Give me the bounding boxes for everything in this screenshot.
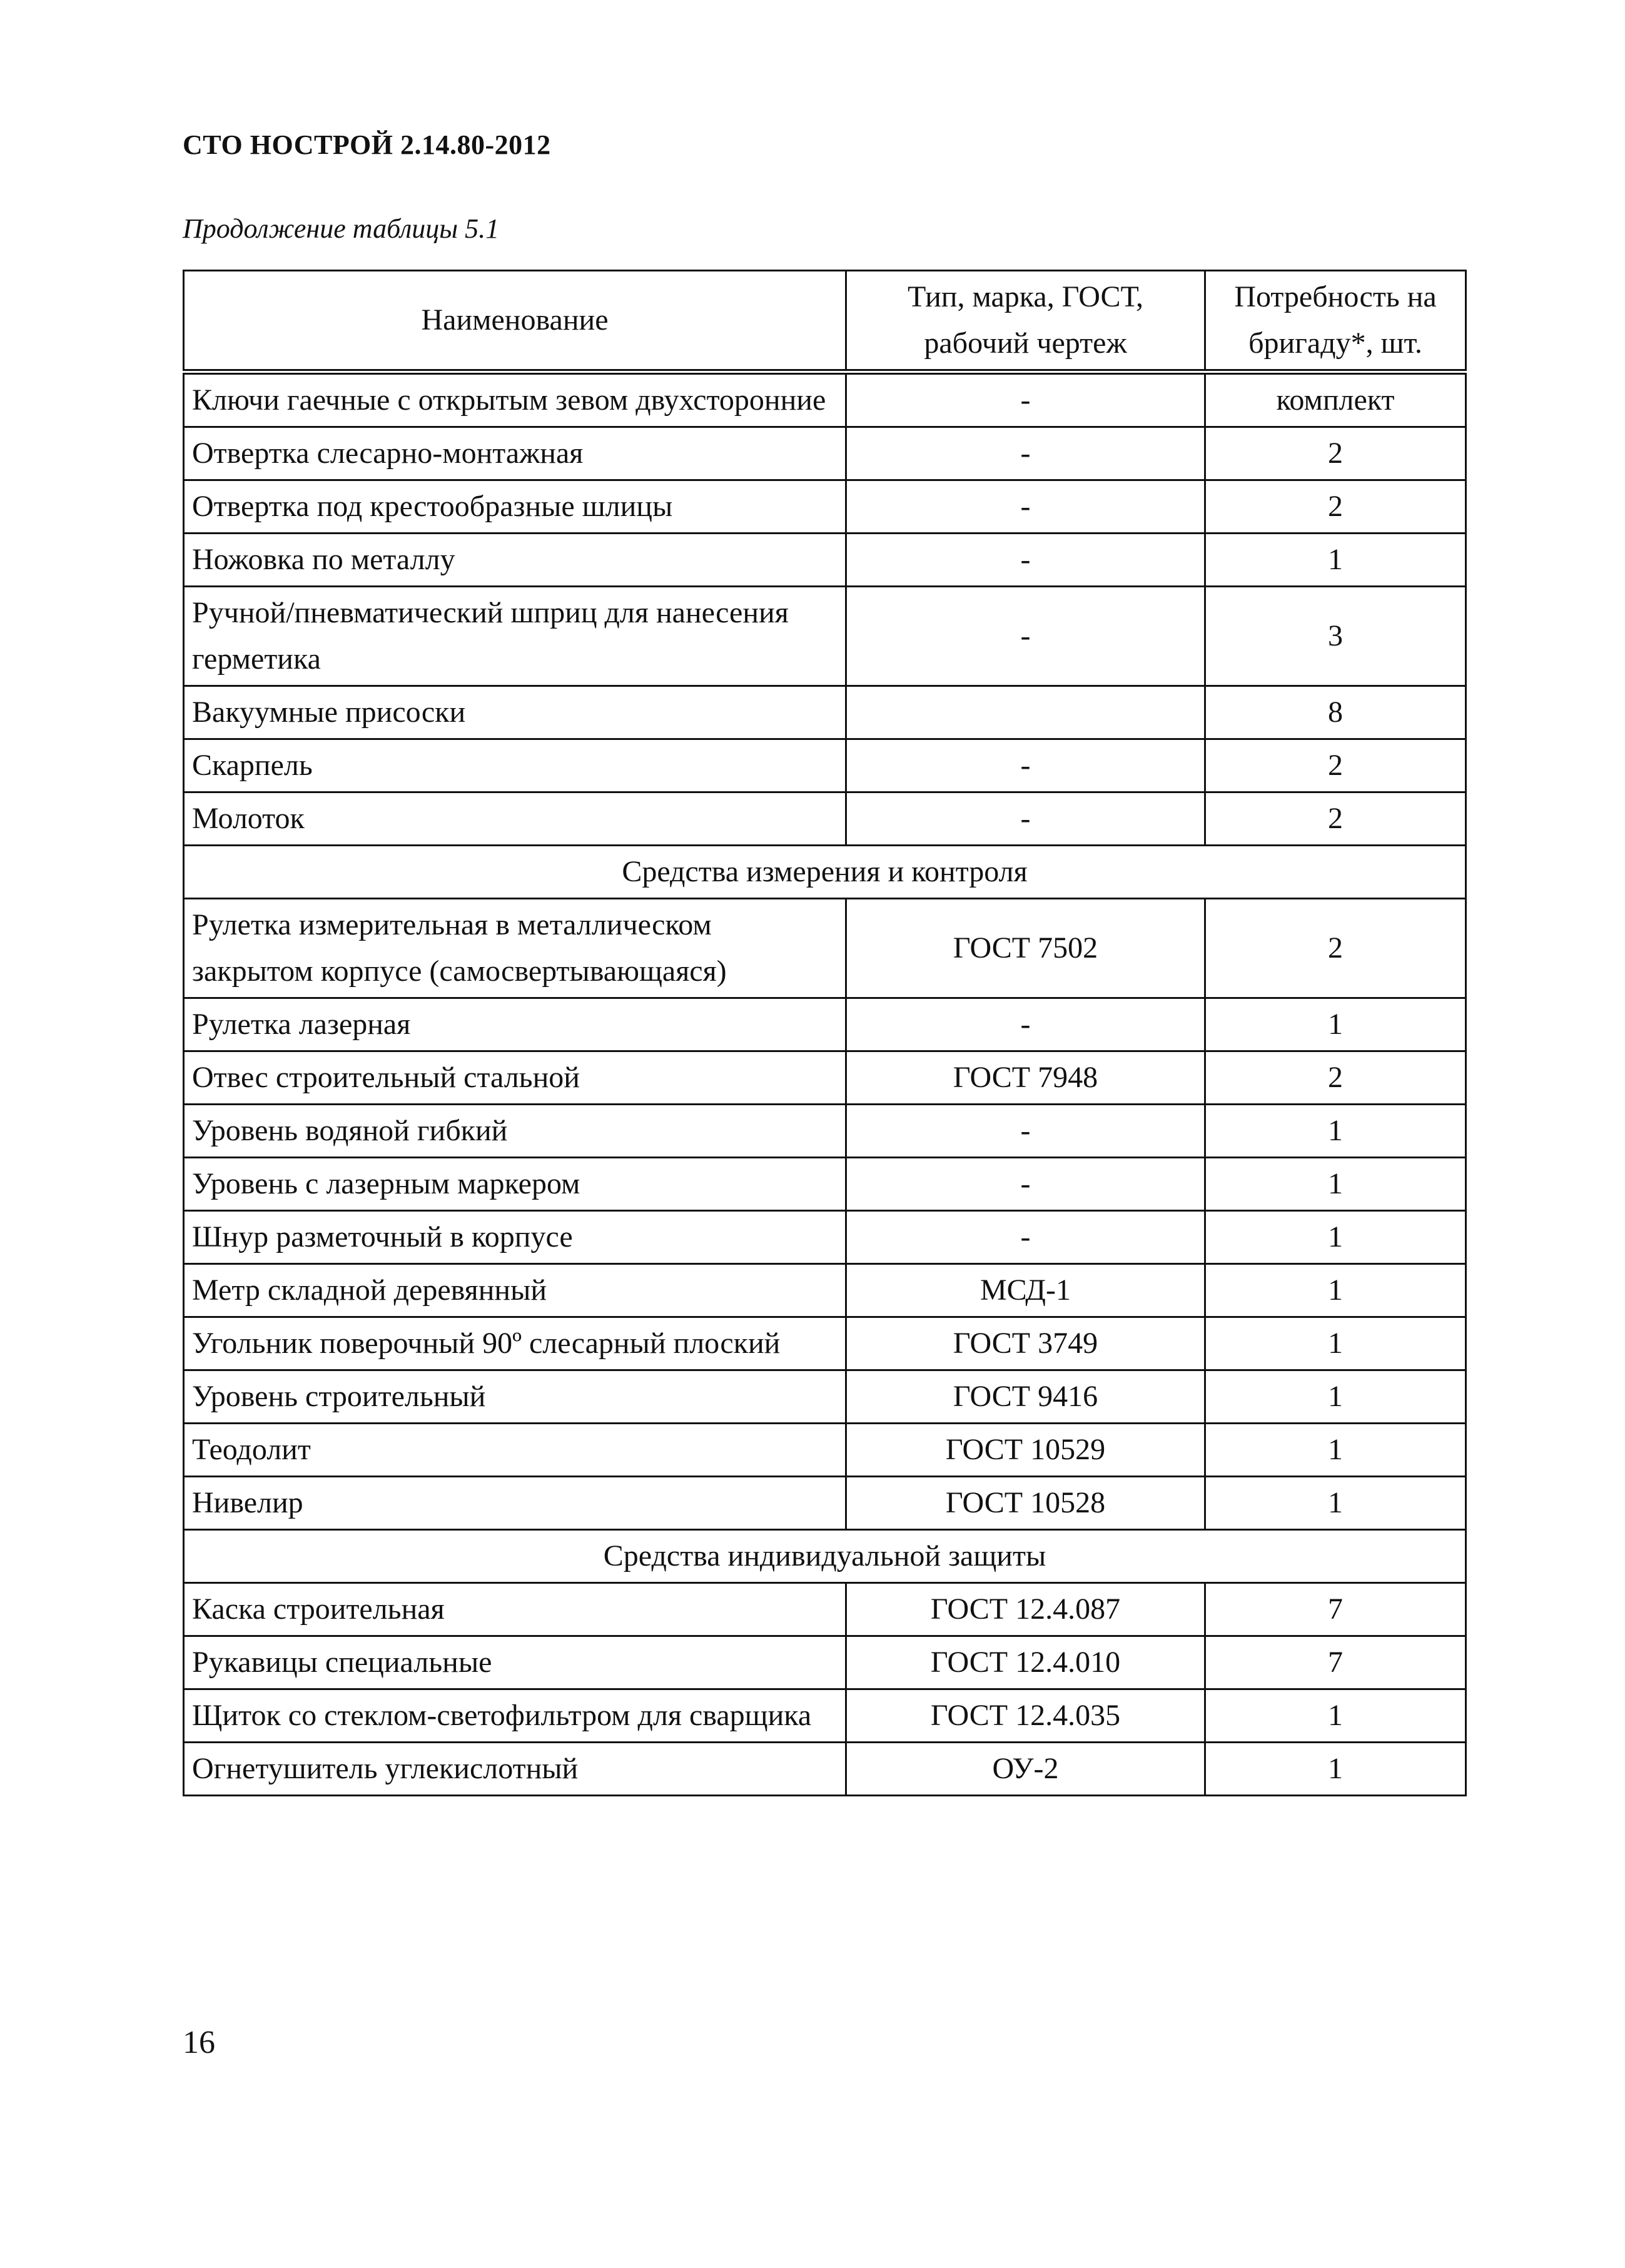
table-row (184, 998, 1466, 1051)
item-name-cell: Скарпель (184, 739, 846, 792)
item-name-cell: Рулетка измерительная в металлическом закрытом корпусе (самосвертывающаяся) (184, 899, 846, 998)
table-row (184, 1051, 1466, 1105)
table-row (184, 1424, 1466, 1477)
table-row (184, 1636, 1466, 1689)
item-quantity-cell: 3 (1205, 587, 1466, 686)
section-title: Средства измерения и контроля (184, 846, 1466, 899)
item-type-cell: ГОСТ 7948 (846, 1051, 1205, 1105)
table-row (184, 1689, 1466, 1743)
item-type-cell: - (846, 998, 1205, 1051)
item-type-cell: ГОСТ 7502 (846, 899, 1205, 998)
item-name-cell: Нивелир (184, 1477, 846, 1530)
table-row (184, 686, 1466, 739)
document-code-header: СТО НОСТРОЙ 2.14.80-2012 (183, 129, 551, 160)
table-caption: Продолжение таблицы 5.1 (183, 213, 500, 244)
item-quantity-cell: 2 (1205, 792, 1466, 846)
item-quantity-cell: 1 (1205, 998, 1466, 1051)
item-type-cell: ОУ-2 (846, 1743, 1205, 1796)
table-body (184, 372, 1466, 1796)
item-quantity-cell: 1 (1205, 1158, 1466, 1211)
table-row (184, 372, 1466, 427)
table-row (184, 792, 1466, 846)
item-quantity-cell: 1 (1205, 534, 1466, 587)
item-name-cell: Метр складной деревянный (184, 1264, 846, 1317)
item-type-cell: МСД-1 (846, 1264, 1205, 1317)
item-type-cell: - (846, 587, 1205, 686)
item-quantity-cell: 1 (1205, 1424, 1466, 1477)
table-row (184, 1264, 1466, 1317)
item-quantity-cell: 2 (1205, 480, 1466, 534)
item-type-cell: - (846, 1158, 1205, 1211)
item-type-cell: - (846, 480, 1205, 534)
item-name-cell: Каска строительная (184, 1583, 846, 1636)
item-name-cell: Щиток со стеклом-светофильтром для сварщика (184, 1689, 846, 1743)
table-row (184, 1583, 1466, 1636)
equipment-table (183, 270, 1467, 1796)
item-type-cell (846, 686, 1205, 739)
column-header-type: Тип, марка, ГОСТ, рабочий чертеж (846, 271, 1205, 372)
item-name-cell: Теодолит (184, 1424, 846, 1477)
item-name-cell: Уровень с лазерным маркером (184, 1158, 846, 1211)
item-quantity-cell: 1 (1205, 1211, 1466, 1264)
item-name-cell: Ручной/пневматический шприц для нанесения герметика (184, 587, 846, 686)
item-name-cell: Уровень строительный (184, 1370, 846, 1424)
item-quantity-cell: 7 (1205, 1583, 1466, 1636)
section-title: Средства индивидуальной защиты (184, 1530, 1466, 1583)
item-quantity-cell: 1 (1205, 1317, 1466, 1370)
item-quantity-cell: 1 (1205, 1477, 1466, 1530)
item-type-cell: ГОСТ 12.4.035 (846, 1689, 1205, 1743)
item-type-cell: - (846, 1211, 1205, 1264)
item-type-cell: - (846, 739, 1205, 792)
item-quantity-cell: комплект (1205, 372, 1466, 427)
item-name-cell: Ключи гаечные с открытым зевом двухсторонние (184, 372, 846, 427)
table-row (184, 1317, 1466, 1370)
item-type-cell: - (846, 427, 1205, 480)
item-type-cell: - (846, 1105, 1205, 1158)
table-row (184, 739, 1466, 792)
item-quantity-cell: 1 (1205, 1105, 1466, 1158)
table-row (184, 534, 1466, 587)
item-quantity-cell: 1 (1205, 1689, 1466, 1743)
item-quantity-cell: 7 (1205, 1636, 1466, 1689)
item-type-cell: ГОСТ 10529 (846, 1424, 1205, 1477)
item-quantity-cell: 1 (1205, 1264, 1466, 1317)
column-header-quantity: Потребность на бригаду*, шт. (1205, 271, 1466, 372)
item-name-cell: Молоток (184, 792, 846, 846)
item-type-cell: - (846, 372, 1205, 427)
item-quantity-cell: 2 (1205, 899, 1466, 998)
table-row (184, 1743, 1466, 1796)
item-quantity-cell: 1 (1205, 1743, 1466, 1796)
item-type-cell: ГОСТ 9416 (846, 1370, 1205, 1424)
item-quantity-cell: 2 (1205, 427, 1466, 480)
item-quantity-cell: 2 (1205, 739, 1466, 792)
item-name-cell: Уровень водяной гибкий (184, 1105, 846, 1158)
table-row (184, 587, 1466, 686)
table-row (184, 899, 1466, 998)
item-name-cell: Отвертка слесарно-монтажная (184, 427, 846, 480)
table-row (184, 1158, 1466, 1211)
item-name-cell: Шнур разметочный в корпусе (184, 1211, 846, 1264)
column-header-name: Наименование (184, 271, 846, 372)
item-type-cell: ГОСТ 12.4.087 (846, 1583, 1205, 1636)
page-number: 16 (183, 2025, 215, 2060)
item-name-cell: Отвертка под крестообразные шлицы (184, 480, 846, 534)
item-type-cell: ГОСТ 3749 (846, 1317, 1205, 1370)
table-row (184, 1477, 1466, 1530)
table-header-row (184, 271, 1466, 372)
section-header-row (184, 846, 1466, 899)
item-name-cell: Угольник поверочный 90º слесарный плоский (184, 1317, 846, 1370)
item-type-cell: ГОСТ 10528 (846, 1477, 1205, 1530)
table-row (184, 1211, 1466, 1264)
item-quantity-cell: 8 (1205, 686, 1466, 739)
item-type-cell: ГОСТ 12.4.010 (846, 1636, 1205, 1689)
item-name-cell: Отвес строительный стальной (184, 1051, 846, 1105)
table-row (184, 427, 1466, 480)
section-header-row (184, 1530, 1466, 1583)
item-quantity-cell: 1 (1205, 1370, 1466, 1424)
item-quantity-cell: 2 (1205, 1051, 1466, 1105)
table-row (184, 480, 1466, 534)
item-type-cell: - (846, 534, 1205, 587)
table-row (184, 1105, 1466, 1158)
item-name-cell: Ножовка по металлу (184, 534, 846, 587)
item-name-cell: Огнетушитель углекислотный (184, 1743, 846, 1796)
item-type-cell: - (846, 792, 1205, 846)
table-row (184, 1370, 1466, 1424)
item-name-cell: Рукавицы специальные (184, 1636, 846, 1689)
item-name-cell: Рулетка лазерная (184, 998, 846, 1051)
item-name-cell: Вакуумные присоски (184, 686, 846, 739)
